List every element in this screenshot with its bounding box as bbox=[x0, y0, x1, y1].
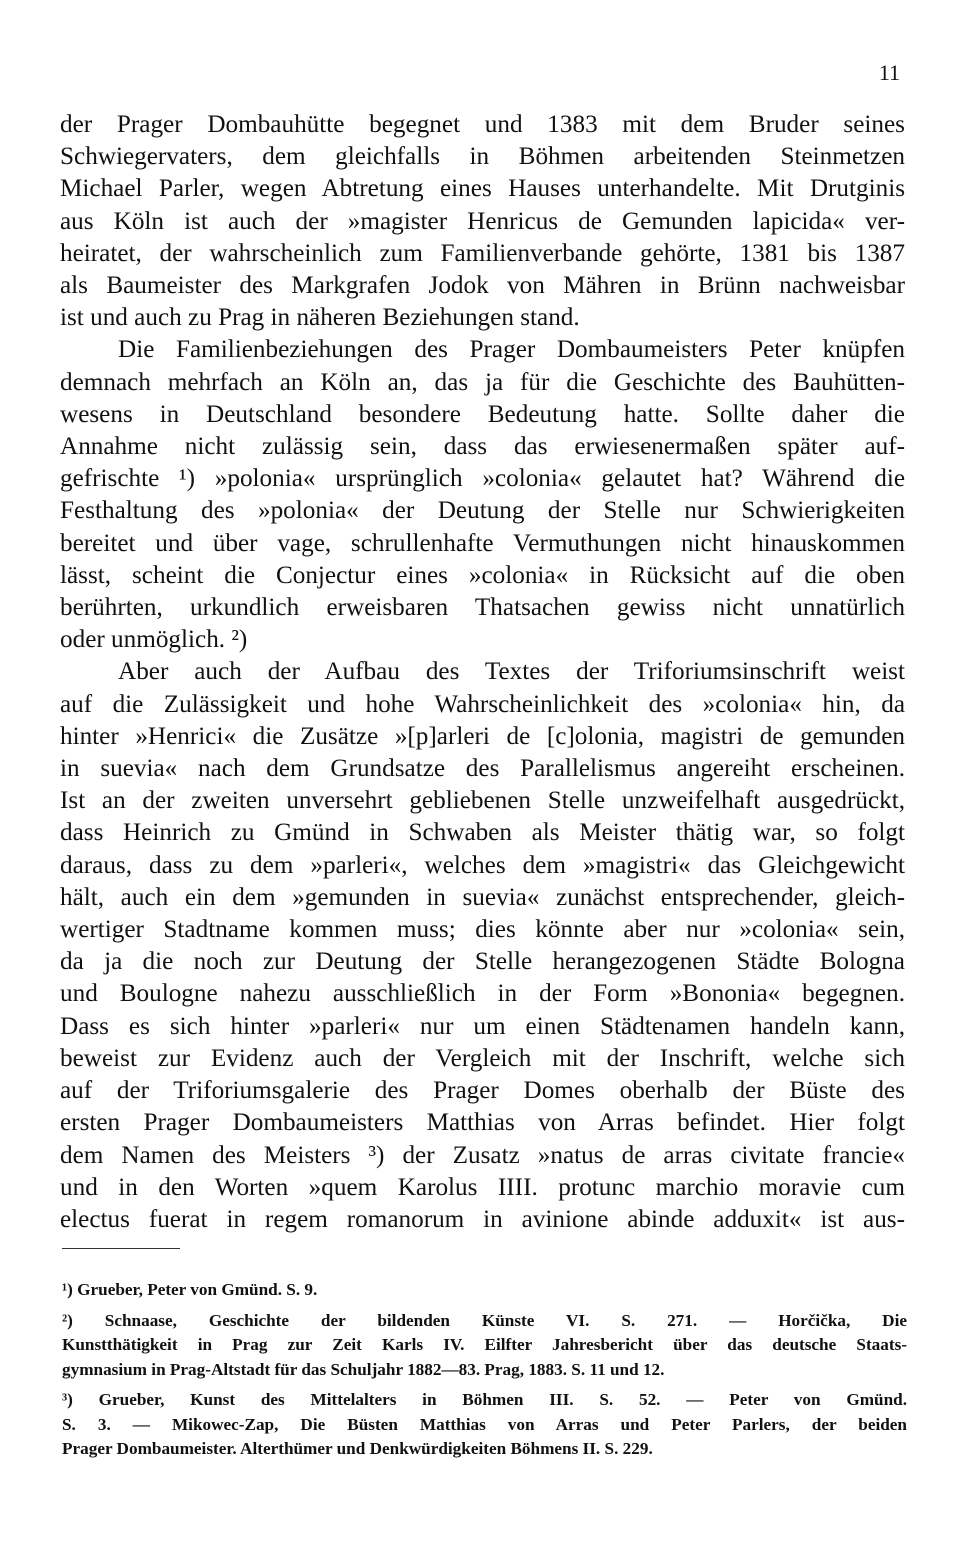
footnotes bbox=[62, 1278, 907, 1462]
text-line: und in den Worten »quem Karolus IIII. protunc marchio moravie cum bbox=[60, 1173, 905, 1201]
text-line: electus fuerat in regem romanorum in avinione abinde adduxit« ist aus- bbox=[60, 1205, 905, 1233]
main-text bbox=[60, 109, 905, 1236]
text-line: und Boulogne nahezu ausschließlich in der Form »Bononia« begegnen. bbox=[60, 980, 905, 1008]
text-line: ersten Prager Dombaumeisters Matthias von Arras befindet. Hier folgt bbox=[60, 1109, 905, 1137]
text-line: aus Köln ist auch der »magister Henricus de Gemunden lapicida« ver- bbox=[60, 207, 905, 235]
text-line: auf die Zulässigkeit und hohe Wahrscheinlichkeit des »colonia« hin, da bbox=[60, 690, 905, 718]
footnote-2: ²) Schnaase, Geschichte der bildenden Künste VI. S. 271. — Horčička, Die bbox=[62, 1310, 907, 1330]
text-line: auf der Triforiumsgalerie des Prager Domes oberhalb der Büste des bbox=[60, 1077, 905, 1105]
text-line: Dass es sich hinter »parleri« nur um einen Städtenamen handeln kann, bbox=[60, 1012, 905, 1040]
text-line: Ist an der zweiten unversehrt gebliebenen Stelle unzweifelhaft ausgedrückt, bbox=[60, 787, 905, 815]
text-line: bereitet und über vage, schrullenhafte Vermuthungen nicht hinauskommen bbox=[60, 529, 905, 557]
footnote-2-line: gymnasium in Prag-Altstadt für das Schuljahr 1882—83. Prag, 1883. S. 11 und 12. bbox=[62, 1359, 665, 1379]
page-number: 11 bbox=[878, 60, 900, 85]
text-line: ist und auch zu Prag in näheren Beziehungen stand. bbox=[60, 304, 580, 332]
text-line: wertiger Stadtname kommen muss; dies könnte aber nur »colonia« sein, bbox=[60, 916, 905, 944]
text-line: daraus, dass zu dem »parleri«, welches dem »magistri« das Gleichgewicht bbox=[60, 851, 905, 879]
text-line: dem Namen des Meisters ³) der Zusatz »natus de arras civitate francie« bbox=[60, 1141, 905, 1169]
text-line: lässt, scheint die Conjectur eines »colonia« in Rücksicht auf die oben bbox=[60, 561, 905, 589]
text-line: Schwiegervaters, dem gleichfalls in Böhmen arbeitenden Steinmetzen bbox=[60, 143, 905, 171]
footnote-3-line: S. 3. — Mikowec-Zap, Die Büsten Matthias von Arras und Peter Parlers, der beiden bbox=[62, 1414, 907, 1434]
text-line: Annahme nicht zulässig sein, dass das erwiesenermaßen später auf- bbox=[60, 433, 905, 461]
footnote-2-line: Kunstthätigkeit in Prag zur Zeit Karls IV. Eilfter Jahresbericht über das deutsche Staats- bbox=[62, 1335, 907, 1354]
text-line: hinter »Henrici« die Zusätze »[p]arleri de [c]olonia, magistri de gemunden bbox=[60, 722, 905, 750]
text-line: beweist zur Evidenz auch der Vergleich mit der Inschrift, welche sich bbox=[60, 1044, 905, 1072]
text-line: dass Heinrich zu Gmünd in Schwaben als Meister thätig war, so folgt bbox=[60, 819, 905, 847]
text-line: demnach mehrfach an Köln an, das ja für die Geschichte des Bauhütten- bbox=[60, 368, 905, 396]
text-line: heiratet, der wahrscheinlich zum Familienverbande gehörte, 1381 bis 1387 bbox=[60, 239, 905, 267]
footnote-1: ¹) Grueber, Peter von Gmünd. S. 9. bbox=[62, 1280, 318, 1299]
text-line: da ja die noch zur Deutung der Stelle herangezogenen Städte Bologna bbox=[60, 948, 905, 976]
text-line: gefrischte ¹) »polonia« ursprünglich »colonia« gelautet hat? Während die bbox=[60, 465, 905, 493]
text-line: Festhaltung des »polonia« der Deutung der Stelle nur Schwierigkeiten bbox=[60, 497, 905, 525]
text-line: Aber auch der Aufbau des Textes der Triforiumsinschrift weist bbox=[118, 658, 905, 686]
text-line: als Baumeister des Markgrafen Jodok von Mähren in Brünn nachweisbar bbox=[60, 272, 905, 300]
text-line: oder unmöglich. ²) bbox=[60, 626, 248, 654]
text-line: hält, auch ein dem »gemunden in suevia« zunächst entsprechender, gleich- bbox=[60, 883, 905, 911]
footnote-3-line: Prager Dombaumeister. Alterthümer und Denkwürdigkeiten Böhmens II. S. 229. bbox=[62, 1439, 653, 1458]
text-line: in suevia« nach dem Grundsatze des Parallelismus angereiht erscheinen. bbox=[60, 755, 905, 783]
text-line: berührten, urkundlich erweisbaren Thatsachen gewiss nicht unnatürlich bbox=[60, 594, 905, 622]
text-line: wesens in Deutschland besondere Bedeutung hatte. Sollte daher die bbox=[60, 400, 905, 428]
footnote-3: ³) Grueber, Kunst des Mittelalters in Böhmen III. S. 52. — Peter von Gmünd. bbox=[62, 1390, 907, 1409]
text-line: Michael Parler, wegen Abtretung eines Hauses unterhandelte. Mit Drutginis bbox=[60, 175, 905, 203]
footnote-divider bbox=[62, 1248, 180, 1249]
text-line: Die Familienbeziehungen des Prager Dombaumeisters Peter knüpfen bbox=[118, 336, 905, 364]
text-line: der Prager Dombauhütte begegnet und 1383 mit dem Bruder seines bbox=[60, 111, 905, 138]
